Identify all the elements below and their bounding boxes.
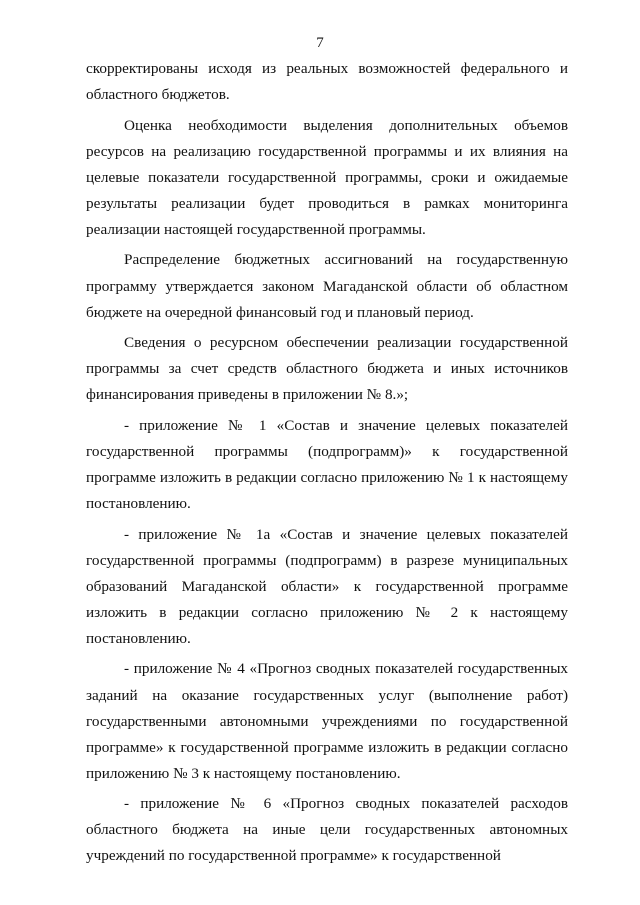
page-number: 7 <box>316 35 324 51</box>
document-body <box>86 56 568 870</box>
paragraph-resource-information: Сведения о ресурсном обеспечении реализации государственной программы за счет средств областного бюджета и иных источников финансирования приведены в приложении № 8.»; <box>86 334 568 404</box>
paragraph-appendix-1: - приложение № 1 «Состав и значение целевых показателей государственной программы (подпрограмм)» к государственной программе изложить в редакции согласно приложению № 1 к настоящему постановлению. <box>86 416 568 513</box>
paragraph-budget-adjustment: скорректированы исходя из реальных возможностей федерального и областного бюджетов. <box>86 60 568 104</box>
paragraph-appendix-1a: - приложение № 1а «Состав и значение целевых показателей государственной программы (подпрограмм) в разрезе муниципальных образований Магаданской области» к государственной программе изложить в редакции согласно приложению № 2 к настоящему постановлению. <box>86 525 568 647</box>
paragraph-budget-allocation: Распределение бюджетных ассигнований на государственную программу утверждается законом Магаданской области об областном бюджете на очередной финансовый год и плановый период. <box>86 251 568 321</box>
paragraph-appendix-6: - приложение № 6 «Прогноз сводных показателей расходов областного бюджета на иные цели государственных автономных учреждений по государственной программе» к государственной <box>86 795 568 865</box>
paragraph-resource-assessment: Оценка необходимости выделения дополнительных объемов ресурсов на реализацию государственной программы и их влияния на целевые показатели государственной программы, сроки и ожидаемые результаты реализации будет проводиться в рамках мониторинга реализации настоящей государственной программы. <box>86 116 568 238</box>
paragraph-appendix-4: - приложение № 4 «Прогноз сводных показателей государственных заданий на оказание государственных услуг (выполнение работ) государственными автономными учреждениями по государственной программе» к государственной программе изложить в редакции согласно приложению № 3 к настоящему постановлению. <box>86 660 568 782</box>
